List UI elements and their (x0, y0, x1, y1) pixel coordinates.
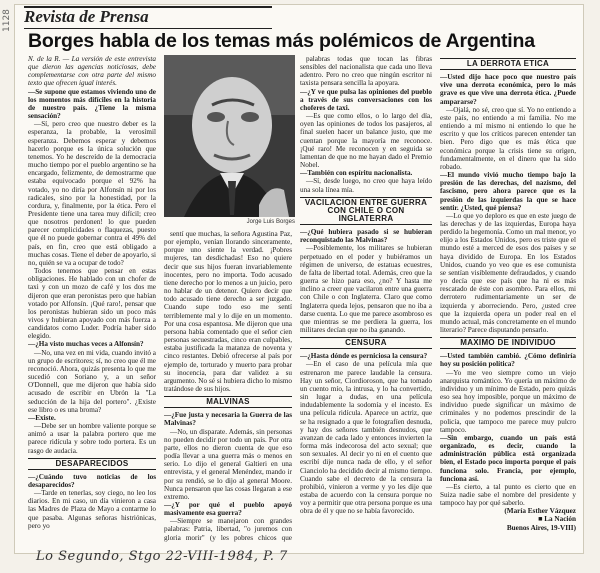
section-heading: MALVINAS (164, 396, 292, 408)
interview-question: —¿Qué hubiera pasado si se hubieran reconquistado las Malvinas? (300, 228, 432, 245)
paragraph: —No, una vez en mi vida, cuando invitó a un grupo de escritores; sí, no creo que él me reconoció. Ahora, quizás presenta lo que me sucedió con Soriano y, a un señor O'Donnell, que me dijeron que había sido acusado de escribir en Ubrón la "La seducción de la hija del portero". ¿Existe ese libro o es una broma? (28, 348, 156, 414)
article-headline: Borges habla de los temas más polémicos de Argentina (28, 30, 535, 52)
paragraph: N. de la R. — La versión de este entrevista que dieron las agencias noticiosas, debe complementarse con otra parte del mismo texto que ofrecen igual interés. (28, 55, 156, 88)
article-credit: Buenos Aires, 19-VIII) (506, 523, 576, 532)
paragraph: sentí que muchas, la señora Agustina Paz, por ejemplo, venían llorando sinceramente, porque uno siente la verdad. ¡Pobres mujeres, tan desdichadas! Eso no quiere decir que sus hijos fueran invariablemente inocentes, pero no importa. Todo acusado tiene derecho por lo menos a un juicio, pero no hablar de un detenor. Quiero decir que todo acusado tiene derecho a ser juzgado. Cuando supe todo eso me sentí terriblemente mal y lo dije en un momento. Por una cosa espantosa. Me dijeron que una persona había comentado que el señor cien personas secuestradas, cinco eran culpables, estaba justificada la matanza de noventa y cinco restantes. Debió ofrecerse al país por ejemplo de, torturado y muerto para probar su inocencia, para dar validez a su argumento. No sé si hubiera dicho lo mismo tratándose de sus hijos. (164, 230, 292, 393)
interview-question: —¿Y ve que pulsa las opiniones del pueblo a través de sus conversaciones con los choferes de taxi. (300, 87, 432, 112)
paragraph: —En el caso de una película mía que estrenaron me parece laudable la censura. Hay un señor, Ciordioroson, que ha tomado un cuento mío, la intrusa, y lo ha convertido, sin lugar a dudas, en una película indudablemente la sodomía y el incesto. Es una película ridícula. Aparece un actriz, que se ha resignado a que le fotografíen desnuda, y hay dos señores también desnudos, que avanzan de cada lado y entonces invierten la forma más indecorosa del acto sexual; que son sexuales. Al decir yo ni en el cuento que escribí dije nunca nada de ello, y el señor Cianciolo ha decidido decir al mismo tiempo. Cuando sabe el decreto de la censura la prohibió, vinieron a verme y yo les dije que estaba de acuerdo con la censura porque no voy a permitir que otra persona porque es una obra de él y que no se había favorecido. (300, 360, 432, 516)
portrait-image (164, 55, 295, 217)
section-heading: CENSURA (300, 337, 432, 349)
interview-question: —Usted también cambió. ¿Cómo definiría hoy su posición política? (440, 352, 576, 369)
article-credit: ■ La Nación (538, 515, 576, 524)
section-masthead: Revista de Prensa (24, 6, 272, 29)
interview-question: —¿Fue justa y necesaria la Guerra de las Malvinas? (164, 411, 292, 428)
interview-question: —También con espíritu nacionalista. (300, 169, 413, 178)
paragraph: —Yo me veo siempre como un viejo anarquista romántico. Yo quería un máximo de individuo y un mínimo de Estado, pero quizás eso sea hoy imposible, porque un máximo de individuo puede significar un máximo de criminales y no podemos prescindir de la policía, que tampoco me parece muy pulcro tampoco. (440, 368, 576, 434)
paragraph: —Posiblemente, los militares se hubieran perpetuado en el poder y hubiéramos un régimen de universo, de estatuas ecuestres, de falta de libertad total. Además, creo que la guerra se hizo para eso, ¿no? Y hasta me inclino a creer que vacilaron entre una guerra con Chile o con Inglaterra. Claro que como Inglaterra queda lejos, pensaron que no iba a darse cuenta. Lo que me parece asombroso es que mientras se me perdiera la guerra, los militares decían que no iba ganando. (300, 244, 432, 334)
paragraph: —Debe ser un hombre valiente porque se animó a usar la palabra portero que me parece ridícula y sobre todo portera. Es un rasgo de audacia. (28, 422, 156, 455)
interview-question: —El mundo vivió mucho tiempo bajo la presión de las derechas, del nazismo, del fascismo, pero ahora parece que es la presión de las izquierdas la que se hace sentir. ¿Usted, qué piensa? (440, 171, 576, 212)
section-heading: MAXIMO DE INDIVIDUO (440, 337, 576, 349)
paragraph: —Lo que yo deploro es que en este juego de las derechas y de las izquierdas, Europa haya perdido la hegemonía. Como un mal menor, yo elijo a los Estados Unidos, pero es triste que el mundo esté a merced de esos dos países y se haya dividido de Europa. En los Estados Unidos, cuando yo veo que es ese comunista se sentían visiblemente defraudados, y cuando yo decía que ese país que ha ni es más rescatado de éste con asombro. Para ellos, mi derrotero rudimentariamente un ser de izquierda y aborreciendo. Pero, ¿usted cree que la izquierda opera un poder real en el mundo actual, más concretamente en el mundo literario? Parece disputando pensarlo. (440, 211, 576, 334)
column-3 (300, 55, 432, 543)
section-heading: LA DERROTA ETICA (440, 58, 576, 70)
handwritten-source-note: Lo Segundo, Stgo 22-VIII-1984, P. 7 (36, 549, 288, 564)
interview-question: —¿Y por qué el pueblo apoyó masivamente esa guerra? (164, 501, 292, 518)
column-4 (440, 55, 576, 543)
interview-question: —Existe. (28, 413, 56, 422)
interview-question: —¿Ha visto muchas veces a Alfonsín? (28, 340, 144, 349)
photo-caption: Jorge Luis Borges (246, 219, 295, 225)
paragraph: —Es que como ellos, o lo largo del día, oyen las opiniones de todos los pasajeros, al final suelen hacer un balance justo, que me cuentan porque la mayoría me reconoce. ¡Qué raro! Me reconocen y en seguida se lamentan de que no me hayan dado el Premio Nobel. (300, 112, 432, 170)
article-credit: (María Esther Vázquez (504, 507, 576, 516)
paragraph: palabras todas que tocan las fibras sensibles del nacionalista que cada uno lleva adentro. Pero no creo que ningún escritor ni taxista pensara sencilla la apoyara. (300, 55, 432, 88)
paragraph: —No, un disparate. Además, sin personas no pueden decidir por todo un país. Por otra parte, ellos no dieron cuenta de que eso podía llevar a una guerra más o menos en serio. Lo dijo el general Galtieri en una entrevista, y el general Menéndez, mando ir por su rendió, se lo dijo al general Moore. Nunca pensaron que las cosas llegaran a ese extremo. (164, 427, 292, 501)
interview-question: —Sin embargo, cuando un país está organizado, es decir, cuando la administración pública está organizada bien, el Estado poco importa porque el país funciona solo. Francia, por ejemplo, funciona así. (440, 433, 576, 483)
interview-question: —¿Hasta dónde es perniciosa la censura? (300, 352, 428, 361)
paragraph: —Sí, desde luego, no creo que haya leído una sola línea mía. (300, 177, 432, 194)
column-2 (164, 230, 292, 543)
side-note: 1128 (2, 9, 12, 32)
interview-question: —Se supone que estamos viviendo uno de los momentos más difíciles en la historia de nuestro país. ¿Tiene la misma sensación? (28, 87, 156, 121)
paragraph: —Es cierto, a tal punto es cierto que en Suiza nadie sabe el nombre del presidente y tampoco hay por qué saberlo. (440, 482, 576, 508)
section-heading: DESAPARECIDOS (28, 458, 156, 470)
interview-question: —¿Cuándo tuvo noticias de los desaparecidos? (28, 472, 156, 489)
column-1 (28, 55, 156, 543)
paragraph: —Tarde en tenerlas, soy ciego, no leo los diarios. En mi caso, un día vinieron a casa las Madres de Plaza de Mayo a contarme lo que pasaba. Algunas señoras histriónicas, pero yo (28, 489, 156, 530)
section-heading: VACILACION ENTRE GUERRA CON CHILE O CON INGLATERRA (300, 197, 432, 225)
paragraph: —Siempre se manejaron con grandes palabras: Patria, libertad, "o juremos con gloria morir" (y les pobres chicos que (164, 517, 292, 542)
paragraph: —Sí, pero creo que nuestro deber es la esperanza, la probable, la verosímil esperanza. Debemos esperar y debemos hacerlo porque es la única solución que tenemos. Yo he descreído de la democracia mucho tiempo por el pueblo argentino se ha encargado, felizmente, de demostrarme que estaba equivocado porque el 92% ha votado, yo no diría por Alfonsín ni por los radicales, sino por la honestidad, por la cordura, y, finalmente, por la ética. Pero el Presidente tiene una tarea muy difícil; creo que nosotros perdonen! lo que pueden parecer complicidades o flaquezas, puesto que él no puede gobernar contra el 49% del país, en fin, creo que está obligado a muchas cosas. Tiene el deber de apoyarlo, si no, quién se va a ocupar de todo? (28, 120, 156, 267)
interview-question: —Usted dijo hace poco que nuestro país vive una derrota económica, pero lo más grave es que vive una derrota ética. ¿Puede ampararse? (440, 73, 576, 106)
paragraph: Todos tenemos que pensar en estas obligaciones. He hablado con un chofer de taxi y con un mozo de café y los dos me dijeron que eran peronistas pero que habían votado por Alfonsín. ¡Qué raro!, pensar que los peronistas hubieran sido un poco más vivos y hubieran apoyado con más fuerza a candidatos como Luder. Podría haber sido elegido. (28, 267, 156, 341)
borges-photo (164, 55, 295, 217)
paragraph: —Ojalá, no sé, creo que sí. Yo no entiendo a este país, no entiendo a mi familia. No me entiendo a mí mismo ni entiendo lo que he escrito y que los críticos parecen entender tan bien. Pero digo que es más ética que económica porque la crisis tiene su origen, fundamentalmente, en el dinero que ha sido robado. (440, 105, 576, 171)
